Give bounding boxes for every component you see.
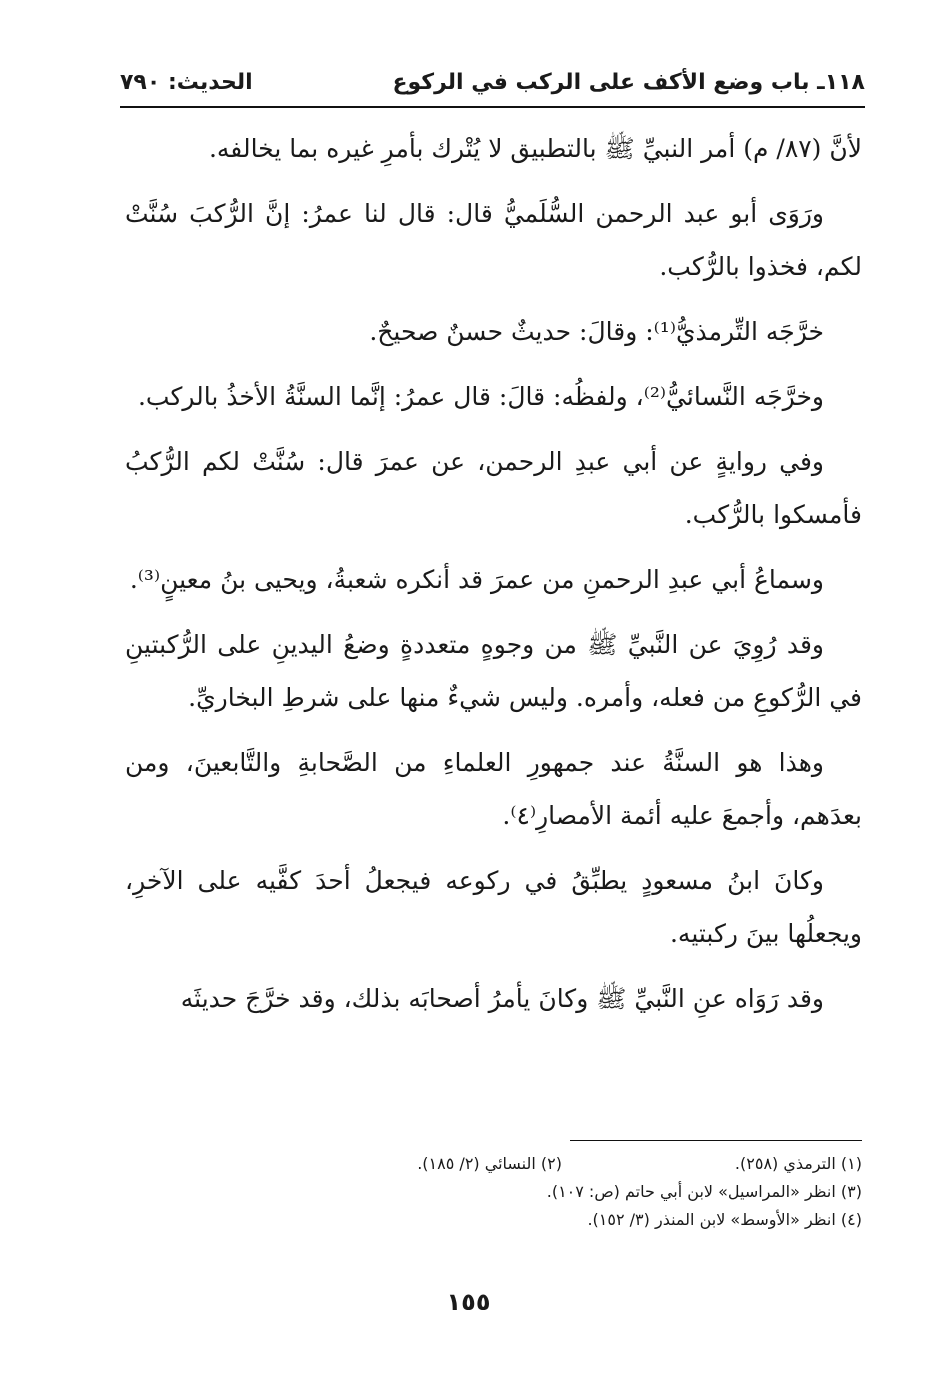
footnote-2: (٢) النسائي (٢/ ١٨٥).	[417, 1154, 562, 1173]
paragraph: خرَّجَه التِّرمذيُّ⁽¹⁾: وقالَ: حديثٌ حسنٌ صحيحٌ.	[369, 317, 824, 346]
page-number: ١٥٥	[446, 1288, 491, 1316]
chapter-title: ١١٨ـ باب وضع الأكف على الركب في الركوع	[392, 69, 865, 95]
paragraph: لأنَّ (٨٧/ م) أمر النبيِّ ﷺ بالتطبيق لا يُتْرك بأمرِ غيره بما يخالفه.	[208, 134, 862, 163]
paragraph: وقد رُوِيَ عن النَّبيِّ ﷺ من وجوهٍ متعددةٍ وضعُ اليدينِ على الرُّكبتينِ في الرُّكوعِ من فعله، وأمره. وليس شيءٌ منها على شرطِ البخاريِّ.	[125, 630, 862, 712]
footnote-1: (١) الترمذي (٢٥٨).	[734, 1154, 862, 1173]
header-divider	[120, 106, 865, 108]
footnote-row	[125, 1150, 862, 1178]
paragraph: وكانَ ابنُ مسعودٍ يطبِّقُ في ركوعه فيجعلُ أحدَ كفَّيه على الآخرِ، ويجعلُها بينَ ركبتيه.	[125, 866, 862, 948]
footnote-divider	[570, 1140, 862, 1141]
footnote-3: (٣) انظر «المراسيل» لابن أبي حاتم (ص: ١٠٧).	[546, 1182, 862, 1201]
paragraph: وفي روايةٍ عن أبي عبدِ الرحمن، عن عمرَ قال: سُنَّتْ لكم الرُّكبُ فأمسكوا بالرُّكب.	[125, 447, 862, 529]
paragraph: وسماعُ أبي عبدِ الرحمنِ من عمرَ قد أنكره شعبةُ، ويحيى بنُ معينٍ⁽³⁾.	[129, 565, 824, 594]
running-header	[120, 60, 865, 104]
paragraph: ورَوَى أبو عبد الرحمن السُّلَميُّ قال: قال لنا عمرُ: إنَّ الرُّكبَ سُنَّتْ لكم، فخذوا بالرُّكب.	[125, 199, 862, 281]
paragraph: وقد رَوَاه عنِ النَّبيِّ ﷺ وكانَ يأمرُ أصحابَه بذلك، وقد خرَّجَ حديثَه	[180, 984, 824, 1013]
hadith-number: الحديث: ٧٩٠	[120, 69, 253, 95]
footnote-4: (٤) انظر «الأوسط» لابن المنذر (٣/ ١٥٢).	[587, 1210, 862, 1229]
paragraph: وهذا هو السنَّةُ عند جمهورِ العلماءِ من الصَّحابةِ والتَّابعينَ، ومن بعدَهم، وأجمعَ عليه أئمة الأمصارِ⁽٤⁾.	[125, 748, 862, 830]
main-text	[125, 122, 862, 1037]
paragraph: وخرَّجَه النَّسائيُّ⁽²⁾، ولفظُه: قالَ: قال عمرُ: إنَّما السنَّةُ الأخذُ بالركب.	[137, 382, 824, 411]
footnotes	[125, 1150, 862, 1234]
